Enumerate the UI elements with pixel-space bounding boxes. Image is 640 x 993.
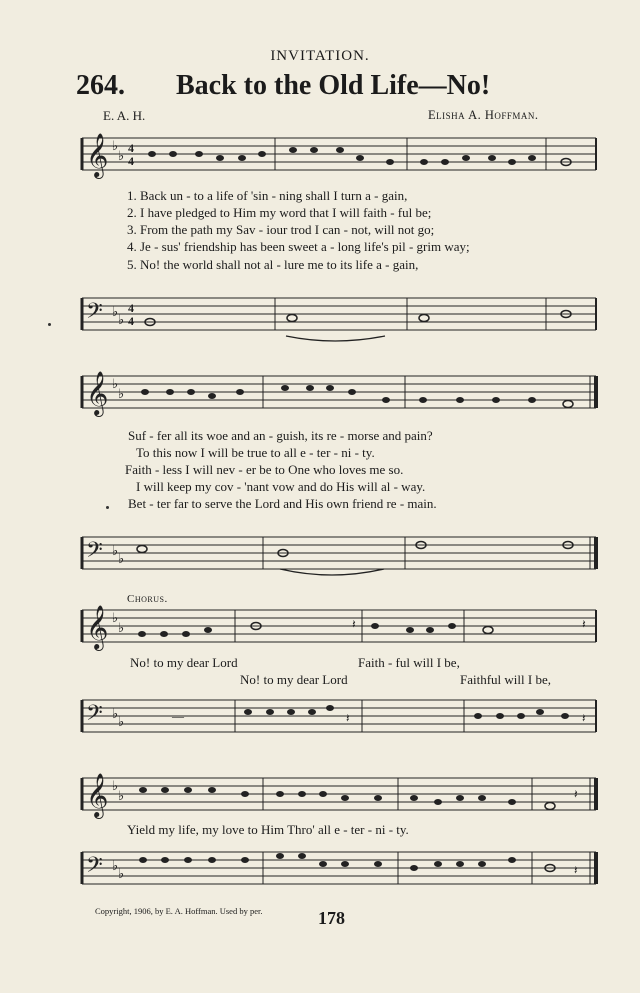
words-author: E. A. H. — [103, 108, 146, 123]
svg-text:𝄞: 𝄞 — [86, 373, 109, 415]
svg-text:♭: ♭ — [118, 386, 125, 401]
svg-text:𝄞: 𝄞 — [86, 775, 109, 817]
system-2-bass-staff — [0, 537, 640, 587]
svg-text:𝄽: 𝄽 — [574, 787, 578, 801]
svg-text:4: 4 — [128, 154, 134, 168]
svg-text:4: 4 — [128, 141, 134, 155]
svg-text:♭: ♭ — [112, 376, 119, 391]
verse-5-line-2: Bet - ter far to serve the Lord and His own friend re - main. — [128, 496, 437, 511]
svg-text:𝄽: 𝄽 — [582, 711, 586, 725]
system-3-bass-staff — [0, 700, 640, 750]
verse-3-line-2: Faith - less I will nev - er be to One who loves me so. — [125, 462, 404, 477]
hymn-title: Back to the Old Life—No! — [176, 70, 491, 101]
system-3-treble-staff — [0, 607, 640, 650]
music-author: Elisha A. Hoffman. — [428, 108, 539, 122]
svg-text:4: 4 — [128, 301, 134, 315]
svg-text:♭: ♭ — [112, 858, 119, 873]
system-2-treble-staff — [0, 373, 640, 416]
hymn-number: 264. — [76, 70, 125, 101]
verse-2-line-1: 2. I have pledged to Him my word that I will faith - ful be; — [127, 205, 432, 220]
svg-text:♭: ♭ — [112, 706, 119, 721]
chorus-lyric-2a: No! to my dear Lord — [240, 672, 348, 687]
svg-text:𝄢: 𝄢 — [86, 701, 103, 730]
svg-text:♭: ♭ — [118, 866, 125, 881]
page-number: 178 — [318, 908, 345, 928]
svg-text:4: 4 — [128, 314, 134, 328]
verse-4-line-1: 4. Je - sus' friendship has been sweet a - long life's pil - grim way; — [127, 239, 470, 254]
svg-text:𝄽: 𝄽 — [352, 617, 356, 631]
svg-text:𝄢: 𝄢 — [86, 853, 103, 882]
svg-text:𝄢: 𝄢 — [86, 538, 103, 567]
chorus-lyric-1b: Faith - ful will I be, — [358, 655, 460, 670]
system-1-treble-staff — [0, 133, 640, 178]
verse-1-line-1: 1. Back un - to a life of 'sin - ning shall I turn a - gain, — [127, 188, 408, 203]
chorus-lyric-3: Yield my life, my love to Him Thro' all e - ter - ni - ty. — [127, 822, 409, 837]
margin-speck — [106, 506, 109, 509]
system-1-bass-staff — [0, 298, 640, 348]
section-heading: INVITATION. — [270, 48, 370, 64]
svg-text:♭: ♭ — [112, 304, 119, 319]
verse-5-line-1: 5. No! the world shall not al - lure me to its life a - gain, — [127, 257, 419, 272]
svg-text:𝄽: 𝄽 — [574, 863, 578, 877]
svg-text:♭: ♭ — [118, 148, 125, 163]
svg-text:𝄞: 𝄞 — [86, 133, 109, 177]
verse-2-line-2: To this now I will be true to all e - ter - ni - ty. — [136, 445, 375, 460]
svg-text:𝄽: 𝄽 — [582, 617, 586, 631]
svg-text:♭: ♭ — [112, 138, 119, 153]
chorus-lyric-1a: No! to my dear Lord — [130, 655, 238, 670]
margin-speck — [48, 323, 51, 326]
verse-1-line-2: Suf - fer all its woe and an - guish, its re - morse and pain? — [128, 428, 433, 443]
svg-text:♭: ♭ — [118, 312, 125, 327]
svg-text:—: — — [172, 709, 184, 723]
copyright-notice: Copyright, 1906, by E. A. Hoffman. Used by per. — [95, 906, 263, 916]
svg-text:♭: ♭ — [118, 788, 125, 803]
svg-text:𝄞: 𝄞 — [86, 607, 109, 649]
verse-4-line-2: I will keep my cov - 'nant vow and do His will al - way. — [136, 479, 426, 494]
chorus-label: Chorus. — [127, 593, 168, 605]
chorus-lyric-2b: Faithful will I be, — [460, 672, 551, 687]
svg-text:♭: ♭ — [112, 543, 119, 558]
svg-text:𝄽: 𝄽 — [346, 711, 350, 725]
svg-text:♭: ♭ — [118, 551, 125, 566]
system-4-bass-staff — [0, 852, 640, 902]
svg-text:♭: ♭ — [112, 778, 119, 793]
verse-3-line-1: 3. From the path my Sav - iour trod I can - not, will not go; — [127, 222, 435, 237]
svg-text:♭: ♭ — [118, 714, 125, 729]
svg-text:♭: ♭ — [112, 610, 119, 625]
svg-text:♭: ♭ — [118, 620, 125, 635]
svg-text:𝄢: 𝄢 — [86, 299, 103, 328]
system-4-treble-staff — [0, 775, 640, 818]
